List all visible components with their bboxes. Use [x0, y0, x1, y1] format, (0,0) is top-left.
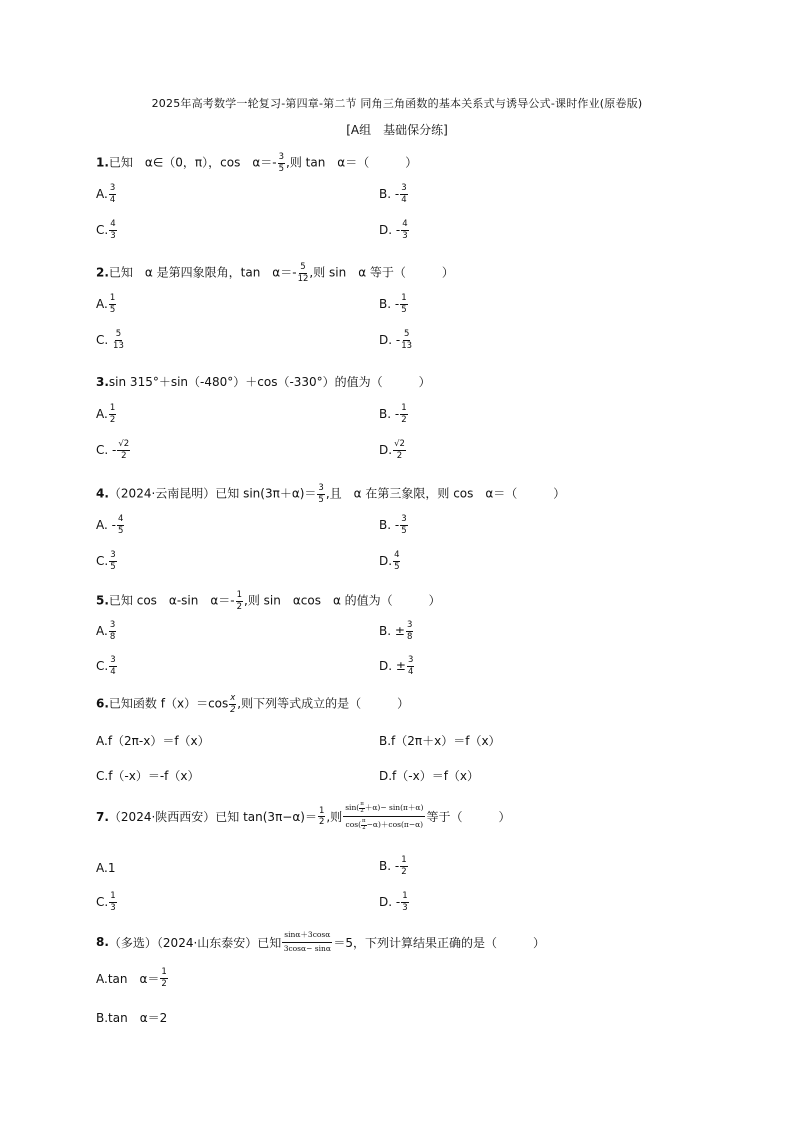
fraction: [109, 892, 116, 912]
denominator: 5: [318, 494, 324, 505]
option-a[interactable]: [96, 515, 125, 535]
option-a[interactable]: [96, 968, 169, 988]
document-title: 2025年高考数学一轮复习-第四章-第二节 同角三角函数的基本关系式与诱导公式-课时作业(原卷版): [151, 97, 643, 110]
option-label: D.: [379, 223, 393, 237]
fraction: [401, 892, 408, 912]
numerator: 1: [401, 403, 407, 413]
option-label: A.: [96, 187, 108, 201]
option-c[interactable]: [96, 440, 131, 460]
question-text: ,则: [326, 810, 343, 824]
denominator: 12: [297, 273, 309, 284]
option-sign: -: [394, 518, 400, 532]
option-d[interactable]: D.f（-x）＝f（x）: [379, 769, 480, 783]
question-number: 1.: [96, 155, 109, 170]
numerator: 5: [115, 329, 122, 339]
fraction: [278, 153, 285, 173]
question-4: [96, 484, 565, 504]
numerator: √2: [118, 439, 130, 449]
denominator: 3: [402, 902, 408, 913]
question-text: 已知 cos α-sin α＝-: [108, 593, 235, 608]
question-text: sin 315°＋sin（-480°）＋cos（-330°）的值为（ ）: [108, 375, 431, 389]
option-sign: -: [395, 333, 401, 347]
numerator: [343, 802, 425, 817]
option-b[interactable]: [379, 515, 409, 535]
denominator: 5: [278, 163, 284, 174]
numerator: 3: [406, 620, 413, 630]
denominator: 13: [113, 340, 124, 351]
question-2: [96, 263, 454, 283]
option-label: C.: [96, 443, 109, 457]
option-label: B.: [379, 187, 392, 201]
question-3: [96, 373, 431, 390]
option-a[interactable]: [96, 294, 117, 314]
numerator: π: [360, 801, 364, 807]
question-text: ,则 sin αcos α 的值为（ ）: [244, 593, 441, 608]
denominator: 5: [401, 525, 407, 536]
option-label: B.: [379, 297, 392, 311]
option-sign: ±: [395, 659, 406, 673]
option-label: A.tan α＝: [96, 971, 160, 986]
numerator: 3: [109, 620, 116, 630]
denominator: 2: [236, 601, 243, 612]
option-b[interactable]: B.tan α＝2: [96, 1011, 168, 1025]
option-label: A.: [96, 861, 108, 875]
option-value: 1: [107, 861, 116, 875]
question-text: ＝5，下列计算结果正确的是（ ）: [333, 935, 545, 950]
fraction: [406, 621, 413, 641]
expr-part: sin(: [345, 803, 360, 812]
numerator: 4: [117, 514, 124, 524]
option-b[interactable]: [379, 856, 409, 876]
numerator: 4: [402, 219, 408, 229]
option-sign: -: [395, 895, 401, 909]
fraction: [401, 330, 412, 350]
option-b[interactable]: [379, 404, 409, 424]
option-label: C.: [96, 554, 109, 568]
denominator: 3cosα− sinα: [283, 943, 331, 953]
denominator: 8: [406, 631, 413, 642]
question-number: 3.: [96, 375, 109, 389]
fraction: [109, 621, 116, 641]
denominator: 2: [362, 824, 366, 831]
numerator: 3: [109, 183, 116, 193]
option-label: D.: [379, 333, 393, 347]
option-b[interactable]: [379, 184, 409, 204]
fraction: [400, 184, 407, 204]
option-sign: -: [394, 187, 400, 201]
question-number: 2.: [96, 265, 109, 280]
option-sign: -: [112, 443, 117, 457]
denominator: 5: [110, 561, 116, 572]
question-6: [96, 694, 409, 714]
denominator: 3: [110, 230, 116, 241]
option-c[interactable]: [96, 330, 125, 350]
fraction: [160, 968, 167, 988]
question-7: [96, 802, 510, 831]
option-c[interactable]: C.f（-x）＝-f（x）: [96, 769, 200, 783]
fraction: [236, 591, 243, 611]
question-text: （2024·云南昆明）已知 sin(3π＋α)＝: [108, 486, 317, 501]
numerator: 1: [402, 891, 408, 901]
numerator: 5: [403, 329, 410, 339]
option-a[interactable]: [96, 861, 115, 875]
numerator: 1: [318, 805, 325, 816]
fraction: [117, 440, 130, 460]
numerator: 1: [109, 403, 116, 413]
option-a[interactable]: A.f（2π-x）＝f（x）: [96, 734, 210, 748]
question-number: 6.: [96, 696, 109, 711]
option-a[interactable]: [96, 184, 117, 204]
trig-expression-fraction: [282, 931, 332, 953]
question-text: 已知 α∈（0，π），cos α＝-: [108, 155, 277, 170]
option-c[interactable]: [96, 551, 118, 571]
fraction: [109, 220, 116, 240]
question-text: 等于（ ）: [426, 810, 511, 824]
question-number: 5.: [96, 593, 109, 608]
fraction: [229, 694, 236, 714]
option-sign: ±: [394, 624, 405, 638]
fraction: [317, 484, 324, 504]
question-text: 已知函数 f（x）＝cos: [108, 696, 229, 711]
fraction: [109, 184, 116, 204]
numerator: 5: [300, 262, 306, 272]
fraction: [318, 807, 325, 827]
question-text: （2024·陕西西安）已知 tan(3π−α)＝: [108, 810, 317, 824]
numerator: 1: [401, 855, 407, 865]
option-sign: -: [394, 859, 400, 873]
fraction: [109, 404, 116, 424]
question-5: [96, 591, 441, 611]
option-c[interactable]: [96, 892, 118, 912]
denominator: 2: [396, 450, 403, 461]
denominator: 2: [360, 807, 364, 814]
denominator: 3: [402, 230, 408, 241]
option-label: C.: [96, 659, 109, 673]
option-label: D.: [379, 443, 393, 457]
option-sign: -: [395, 223, 401, 237]
numerator: 3: [110, 655, 116, 665]
option-a[interactable]: [96, 621, 117, 641]
numerator: √2: [394, 439, 405, 449]
denominator: 4: [109, 194, 116, 205]
option-d[interactable]: [379, 330, 413, 350]
fraction: [400, 404, 407, 424]
numerator: 3: [401, 514, 407, 524]
numerator: 3: [318, 483, 324, 493]
option-d[interactable]: [379, 656, 415, 676]
fraction: [393, 440, 406, 460]
option-label: A.: [96, 624, 108, 638]
question-text: ,则 tan α＝（ ）: [286, 155, 418, 170]
expr-part: −α)＋cos(π−α): [366, 820, 424, 829]
question-number: 4.: [96, 486, 109, 501]
numerator: 4: [394, 550, 400, 560]
fraction: [109, 551, 116, 571]
question-text: ,且 α 在第三象限，则 cos α＝（ ）: [325, 486, 566, 501]
question-text: ,则 sin α 等于（ ）: [309, 265, 454, 280]
denominator: 3: [110, 902, 116, 913]
numerator: 4: [110, 219, 116, 229]
fraction: [400, 294, 407, 314]
numerator: x: [230, 693, 236, 703]
denominator: 4: [407, 666, 414, 677]
fraction: [113, 330, 124, 350]
denominator: 2: [121, 450, 127, 461]
option-label: C.: [96, 223, 109, 237]
option-label: A.: [96, 518, 108, 532]
denominator: 2: [109, 414, 116, 425]
denominator: 5: [117, 525, 124, 536]
expr-part: cos(: [345, 820, 362, 829]
option-b[interactable]: [379, 294, 409, 314]
option-label: D.: [379, 554, 393, 568]
fraction: [407, 656, 414, 676]
trig-expression-fraction: [343, 802, 425, 831]
fraction: [109, 656, 116, 676]
numerator: 1: [236, 590, 243, 600]
fraction: [400, 515, 407, 535]
question-text: （多选）（2024·山东泰安）已知: [108, 935, 282, 950]
denominator: 5: [394, 561, 400, 572]
denominator: 8: [109, 631, 116, 642]
option-label: B.: [379, 407, 392, 421]
option-label: C.: [96, 333, 109, 347]
question-number: 8.: [96, 935, 109, 950]
option-b[interactable]: [379, 621, 414, 641]
numerator: 3: [407, 655, 414, 665]
denominator: 2: [401, 866, 407, 877]
option-label: B.: [379, 859, 392, 873]
numerator: 3: [110, 550, 116, 560]
option-sign: -: [394, 407, 400, 421]
numerator: 3: [401, 183, 407, 193]
denominator: 2: [230, 704, 236, 715]
option-sign: -: [394, 297, 400, 311]
fraction: [401, 220, 408, 240]
option-c[interactable]: [96, 220, 118, 240]
denominator: 4: [110, 666, 116, 677]
denominator: 2: [401, 414, 407, 425]
denominator: 4: [401, 194, 407, 205]
option-d[interactable]: [379, 440, 407, 460]
option-label: B.: [379, 624, 392, 638]
denominator: 2: [318, 817, 325, 827]
fraction: [400, 856, 407, 876]
option-d[interactable]: [379, 551, 401, 571]
fraction: [109, 294, 116, 314]
option-d[interactable]: [379, 220, 410, 240]
question-number: 7.: [96, 809, 109, 824]
fraction: [393, 551, 400, 571]
option-label: A.: [96, 297, 108, 311]
denominator: [346, 817, 424, 831]
option-sign: -: [111, 518, 116, 532]
option-label: D.: [379, 659, 393, 673]
option-label: B.: [379, 518, 392, 532]
option-b[interactable]: B.f（2π＋x）＝f（x）: [379, 734, 501, 748]
numerator: 1: [110, 891, 116, 901]
numerator: π: [362, 818, 366, 824]
numerator: sinα＋3cosα: [282, 931, 332, 943]
option-a[interactable]: [96, 404, 117, 424]
fraction: [117, 515, 124, 535]
denominator: 2: [161, 978, 167, 989]
fraction: [298, 263, 309, 283]
option-label: C.: [96, 895, 109, 909]
question-1: [96, 153, 417, 173]
option-c[interactable]: [96, 656, 118, 676]
denominator: 5: [401, 304, 407, 315]
numerator: 3: [278, 152, 284, 162]
expr-part: ＋α)− sin(π＋α): [364, 803, 424, 812]
numerator: 1: [401, 293, 407, 303]
option-d[interactable]: [379, 892, 410, 912]
question-8: [96, 931, 545, 953]
denominator: 5: [109, 304, 116, 315]
section-heading: [A组 基础保分练]: [346, 123, 448, 137]
numerator: 1: [161, 967, 167, 977]
option-label: D.: [379, 895, 393, 909]
question-text: 已知 α 是第四象限角，tan α＝-: [108, 265, 297, 280]
option-label: A.: [96, 407, 108, 421]
denominator: 13: [401, 340, 413, 351]
question-text: ,则下列等式成立的是（ ）: [237, 696, 410, 711]
numerator: 1: [109, 293, 116, 303]
